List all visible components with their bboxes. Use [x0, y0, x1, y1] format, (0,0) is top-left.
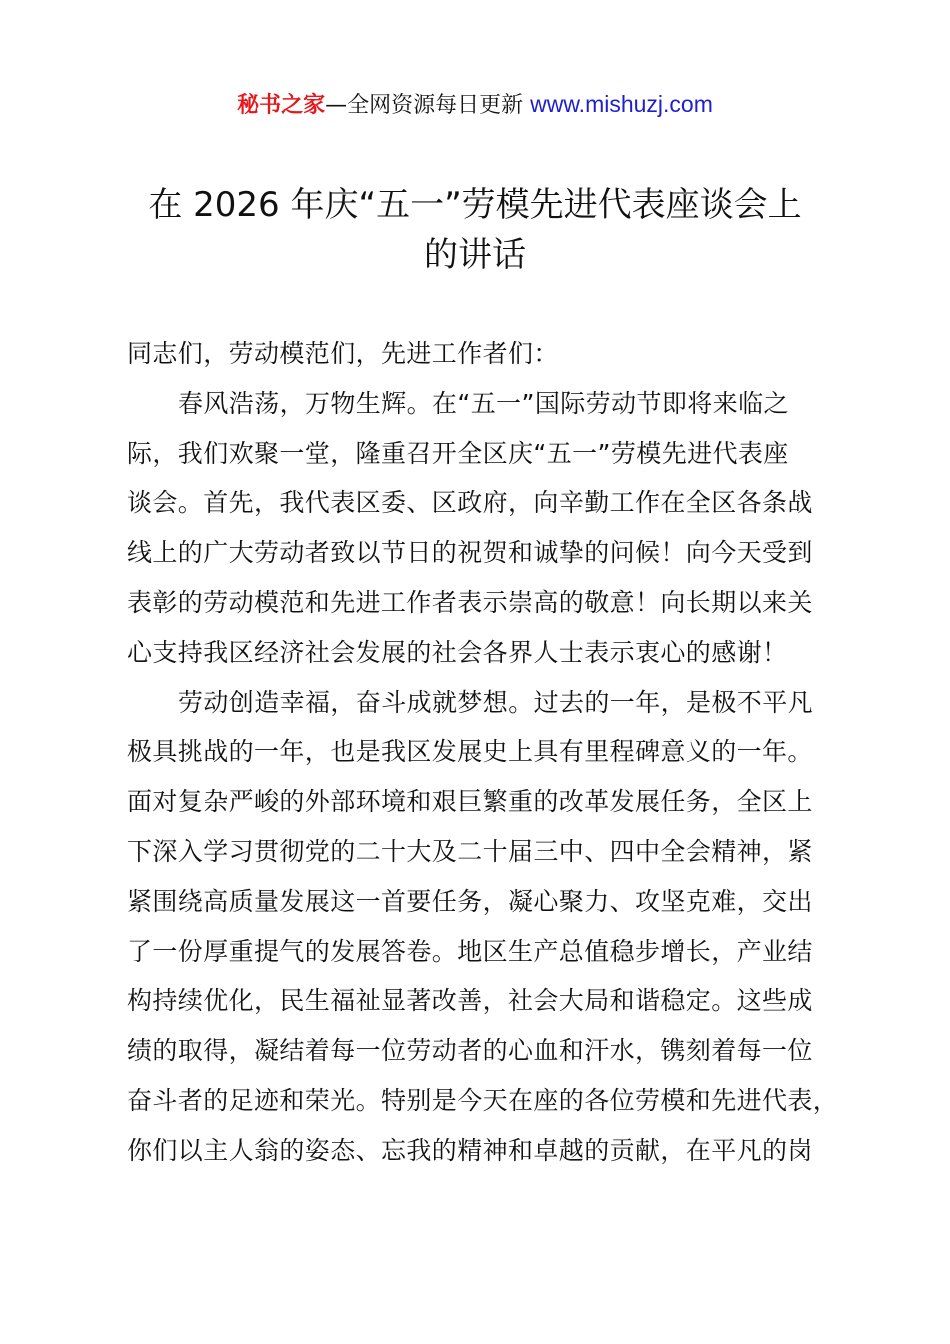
text-line: 极具挑战的一年，也是我区发展史上具有里程碑意义的一年。 — [127, 737, 813, 767]
site-url-link[interactable]: www.mishuzj.com — [530, 91, 713, 117]
text-line: 你们以主人翁的姿态、忘我的精神和卓越的贡献，在平凡的岗 — [127, 1135, 813, 1165]
paragraph-2 — [127, 678, 847, 1176]
text-line: 了一份厚重提气的发展答卷。地区生产总值稳步增长，产业结 — [127, 936, 813, 966]
text-line: 劳动创造幸福，奋斗成就梦想。过去的一年，是极不平凡 — [178, 687, 814, 717]
text-line: 表彰的劳动模范和先进工作者表示崇高的敬意！向长期以来关 — [127, 587, 813, 617]
text-line: 紧围绕高质量发展这一首要任务，凝心聚力、攻坚克难，交出 — [127, 886, 813, 916]
text-line: 谈会。首先，我代表区委、区政府，向辛勤工作在全区各条战 — [127, 488, 813, 518]
paragraph-1 — [127, 379, 847, 678]
text-line: 奋斗者的足迹和荣光。特别是今天在座的各位劳模和先进代表， — [127, 1085, 839, 1115]
text-line: 春风浩荡，万物生辉。在“五一”国际劳动节即将来临之 — [178, 388, 789, 418]
text-line: 构持续优化，民生福祉显著改善，社会大局和谐稳定。这些成 — [127, 986, 813, 1016]
text-line: 际，我们欢聚一堂，隆重召开全区庆“五一”劳模先进代表座 — [127, 438, 789, 468]
brand-name: 秘书之家 — [237, 93, 326, 118]
text-line: 下深入学习贯彻党的二十大及二十届三中、四中全会精神，紧 — [127, 836, 813, 866]
site-banner — [0, 88, 950, 122]
text-line: 心支持我区经济社会发展的社会各界人士表示衷心的感谢！ — [127, 637, 788, 667]
document-title — [0, 180, 950, 280]
text-line: 线上的广大劳动者致以节日的祝贺和诚挚的问候！向今天受到 — [127, 538, 813, 568]
document-body — [127, 329, 847, 1176]
banner-slogan: —全网资源每日更新 — [325, 93, 531, 118]
text-line: 面对复杂严峻的外部环境和艰巨繁重的改革发展任务，全区上 — [127, 787, 813, 817]
text-line: 绩的取得，凝结着每一位劳动者的心血和汗水，镌刻着每一位 — [127, 1036, 813, 1066]
title-line: 在 2026 年庆“五一”劳模先进代表座谈会上 — [148, 185, 802, 225]
title-line: 的讲话 — [424, 235, 526, 275]
salutation: 同志们，劳动模范们，先进工作者们： — [127, 339, 559, 368]
